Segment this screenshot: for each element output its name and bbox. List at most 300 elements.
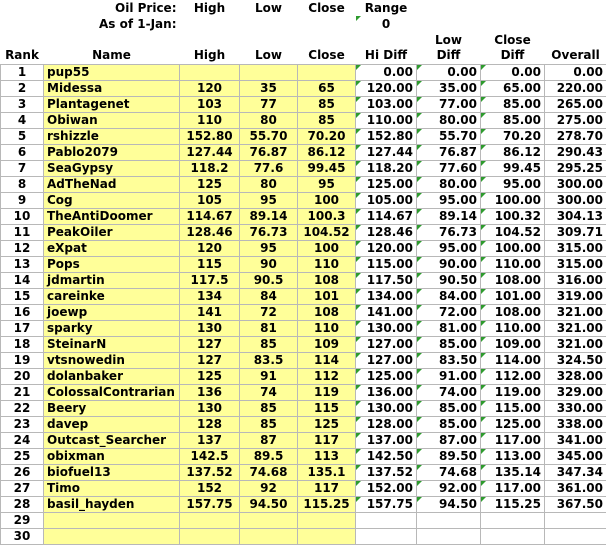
high-cell[interactable]: 125 [180,176,240,192]
overall-cell[interactable]: 347.34 [545,464,606,480]
close-diff-cell[interactable]: 95.00 [481,176,545,192]
low-diff-cell[interactable]: 89.14 [417,208,481,224]
overall-cell[interactable]: 345.00 [545,448,606,464]
close-diff-cell[interactable]: 85.00 [481,112,545,128]
low-cell[interactable]: 84 [240,288,298,304]
table-row [1,384,606,400]
hi-diff-cell[interactable]: 114.67 [356,208,417,224]
as-of-label: As of 1-Jan: [44,16,180,32]
low-cell[interactable]: 74 [240,384,298,400]
overall-cell[interactable]: 0.00 [545,64,606,80]
hi-diff-cell[interactable]: 137.52 [356,464,417,480]
close-diff-cell[interactable]: 119.00 [481,384,545,400]
close-cell[interactable]: 99.45 [298,160,356,176]
name-cell[interactable]: AdTheNad [44,176,180,192]
overall-cell[interactable]: 300.00 [545,176,606,192]
overall-cell[interactable]: 290.43 [545,144,606,160]
name-cell[interactable]: careinke [44,288,180,304]
rank-cell[interactable]: 25 [1,448,44,464]
close-cell[interactable]: 117 [298,432,356,448]
low-diff-cell[interactable]: 35.00 [417,80,481,96]
name-cell[interactable] [44,512,180,528]
close-cell[interactable]: 117 [298,480,356,496]
low-cell[interactable]: 89.14 [240,208,298,224]
range-value[interactable]: 0 [356,16,417,32]
close-diff-cell[interactable]: 125.00 [481,416,545,432]
hi-diff-cell[interactable]: 152.00 [356,480,417,496]
close-diff-cell[interactable]: 100.00 [481,192,545,208]
low-cell[interactable]: 76.87 [240,144,298,160]
hi-diff-cell[interactable]: 117.50 [356,272,417,288]
close-diff-cell[interactable]: 100.00 [481,240,545,256]
high-cell[interactable]: 103 [180,96,240,112]
rank-cell[interactable]: 24 [1,432,44,448]
table-row [1,336,606,352]
rank-cell[interactable]: 26 [1,464,44,480]
low-cell[interactable]: 91 [240,368,298,384]
name-cell[interactable]: SeaGypsy [44,160,180,176]
close-cell[interactable]: 109 [298,336,356,352]
close-cell[interactable]: 100 [298,192,356,208]
overall-cell[interactable]: 316.00 [545,272,606,288]
low-diff-cell[interactable]: 74.68 [417,464,481,480]
close-diff-cell[interactable]: 109.00 [481,336,545,352]
high-cell[interactable]: 115 [180,256,240,272]
low-diff-cell[interactable]: 85.00 [417,416,481,432]
close-diff-cell[interactable]: 117.00 [481,480,545,496]
low-cell[interactable]: 55.70 [240,128,298,144]
close-header: Close [298,48,356,64]
name-cell[interactable]: eXpat [44,240,180,256]
rank-cell[interactable]: 10 [1,208,44,224]
table-row [1,368,606,384]
name-cell[interactable] [44,528,180,544]
low-diff-cell[interactable]: 94.50 [417,496,481,512]
oil-price-label: Oil Price: [44,0,180,16]
table-row [1,224,606,240]
low-diff-cell[interactable]: 92.00 [417,480,481,496]
close-diff-cell[interactable]: 99.45 [481,160,545,176]
high-cell[interactable]: 127.44 [180,144,240,160]
high-cell[interactable]: 157.75 [180,496,240,512]
name-cell[interactable]: Plantagenet [44,96,180,112]
low-cell[interactable]: 72 [240,304,298,320]
low-diff-cell[interactable]: 74.00 [417,384,481,400]
high-cell[interactable]: 136 [180,384,240,400]
rank-cell[interactable]: 13 [1,256,44,272]
rank-cell[interactable]: 16 [1,304,44,320]
close-cell[interactable]: 112 [298,368,356,384]
high-cell[interactable]: 152 [180,480,240,496]
high-cell[interactable]: 105 [180,192,240,208]
low-cell[interactable]: 94.50 [240,496,298,512]
close-cell[interactable]: 100 [298,240,356,256]
high-cell[interactable]: 128.46 [180,224,240,240]
low-diff-cell[interactable]: 95.00 [417,240,481,256]
close-cell[interactable]: 115 [298,400,356,416]
name-cell[interactable]: Beery [44,400,180,416]
name-cell[interactable]: Outcast_Searcher [44,432,180,448]
table-row [1,64,606,80]
overall-header: Overall [545,48,606,64]
close-cell[interactable]: 101 [298,288,356,304]
overall-cell[interactable]: 220.00 [545,80,606,96]
low-cell[interactable]: 90 [240,256,298,272]
rank-cell[interactable]: 11 [1,224,44,240]
low-diff-cell[interactable]: 84.00 [417,288,481,304]
rank-cell[interactable]: 4 [1,112,44,128]
low-cell[interactable]: 87 [240,432,298,448]
table-row [1,256,606,272]
hi-diff-cell[interactable]: 142.50 [356,448,417,464]
rank-cell[interactable]: 12 [1,240,44,256]
name-cell[interactable]: Midessa [44,80,180,96]
rank-cell[interactable]: 20 [1,368,44,384]
close-cell[interactable]: 110 [298,256,356,272]
column-header-row-2 [1,48,606,64]
close-cell[interactable]: 95 [298,176,356,192]
low-diff-cell[interactable]: 95.00 [417,192,481,208]
low-diff-cell[interactable] [417,512,481,528]
overall-cell[interactable]: 367.50 [545,496,606,512]
column-header-row-1 [1,32,606,48]
overall-cell[interactable]: 315.00 [545,240,606,256]
overall-cell[interactable] [545,512,606,528]
overall-cell[interactable]: 341.00 [545,432,606,448]
low-diff-cell[interactable]: 76.73 [417,224,481,240]
low-cell[interactable]: 90.5 [240,272,298,288]
table-row [1,352,606,368]
low-diff-cell[interactable]: 83.50 [417,352,481,368]
rank-cell[interactable]: 17 [1,320,44,336]
hi-diff-cell[interactable]: 103.00 [356,96,417,112]
hi-diff-cell[interactable] [356,512,417,528]
low-diff-cell[interactable]: 89.50 [417,448,481,464]
low-diff-cell[interactable]: 80.00 [417,176,481,192]
close-cell[interactable]: 114 [298,352,356,368]
low-diff-cell[interactable]: 85.00 [417,400,481,416]
high-cell[interactable]: 137 [180,432,240,448]
hi-diff-cell[interactable]: 0.00 [356,64,417,80]
high-cell[interactable]: 152.80 [180,128,240,144]
close-diff-cell[interactable]: 104.52 [481,224,545,240]
high-cell[interactable]: 125 [180,368,240,384]
hi-diff-cell[interactable]: 127.44 [356,144,417,160]
high-cell[interactable]: 120 [180,240,240,256]
hi-diff-cell[interactable]: 120.00 [356,240,417,256]
high-cell[interactable]: 127 [180,352,240,368]
low-cell[interactable]: 81 [240,320,298,336]
low-cell[interactable]: 77.6 [240,160,298,176]
hi-diff-cell[interactable]: 125.00 [356,368,417,384]
close-diff-cell[interactable]: 65.00 [481,80,545,96]
low-diff-cell[interactable]: 91.00 [417,368,481,384]
close-diff-cell[interactable]: 108.00 [481,272,545,288]
close-cell[interactable] [298,64,356,80]
high-cell[interactable]: 114.67 [180,208,240,224]
hi-diff-cell[interactable]: 127.00 [356,336,417,352]
high-cell[interactable]: 120 [180,80,240,96]
low-diff-cell[interactable]: 87.00 [417,432,481,448]
name-cell[interactable]: biofuel13 [44,464,180,480]
low-cell[interactable] [240,528,298,544]
hi-diff-cell[interactable]: 141.00 [356,304,417,320]
hi-diff-cell[interactable]: 134.00 [356,288,417,304]
table-row [1,288,606,304]
overall-cell[interactable]: 321.00 [545,320,606,336]
close-diff-cell[interactable]: 100.32 [481,208,545,224]
close-diff-cell[interactable]: 0.00 [481,64,545,80]
close-cell[interactable] [298,528,356,544]
low-diff-cell[interactable]: 90.50 [417,272,481,288]
rank-cell[interactable]: 1 [1,64,44,80]
close-cell[interactable]: 108 [298,304,356,320]
close-cell[interactable]: 108 [298,272,356,288]
name-cell[interactable]: Obiwan [44,112,180,128]
low-diff-cell[interactable]: 55.70 [417,128,481,144]
close-diff-cell[interactable]: 108.00 [481,304,545,320]
overall-cell[interactable]: 300.00 [545,192,606,208]
close-diff-cell[interactable]: 110.00 [481,320,545,336]
name-cell[interactable]: dolanbaker [44,368,180,384]
hi-diff-cell[interactable]: 130.00 [356,320,417,336]
overall-cell[interactable]: 278.70 [545,128,606,144]
low-cell[interactable]: 95 [240,192,298,208]
overall-cell[interactable]: 338.00 [545,416,606,432]
name-cell[interactable]: PeakOiler [44,224,180,240]
rank-cell[interactable]: 9 [1,192,44,208]
rank-cell[interactable]: 14 [1,272,44,288]
low-diff-cell[interactable]: 76.87 [417,144,481,160]
low-cell[interactable]: 83.5 [240,352,298,368]
low-cell[interactable]: 76.73 [240,224,298,240]
low-diff-cell[interactable]: 77.60 [417,160,481,176]
name-cell[interactable]: Pops [44,256,180,272]
close-diff-cell[interactable]: 115.00 [481,400,545,416]
high-cell[interactable]: 137.52 [180,464,240,480]
rank-cell[interactable]: 21 [1,384,44,400]
rank-cell[interactable]: 7 [1,160,44,176]
name-cell[interactable]: Pablo2079 [44,144,180,160]
overall-cell[interactable]: 329.00 [545,384,606,400]
low-cell[interactable] [240,64,298,80]
overall-cell[interactable]: 309.71 [545,224,606,240]
low-cell[interactable]: 35 [240,80,298,96]
low-cell[interactable]: 85 [240,336,298,352]
rank-cell[interactable]: 23 [1,416,44,432]
rank-cell[interactable]: 2 [1,80,44,96]
close-cell[interactable]: 85 [298,96,356,112]
high-cell[interactable]: 130 [180,320,240,336]
close-diff-cell[interactable]: 86.12 [481,144,545,160]
low-diff-cell[interactable]: 80.00 [417,112,481,128]
high-cell[interactable] [180,512,240,528]
close-cell[interactable]: 85 [298,112,356,128]
range-label: Range [356,0,417,16]
hi-diff-cell[interactable]: 120.00 [356,80,417,96]
name-cell[interactable]: Cog [44,192,180,208]
close-diff-cell[interactable]: 110.00 [481,256,545,272]
table-row [1,432,606,448]
hi-diff-cell[interactable]: 127.00 [356,352,417,368]
close-cell[interactable]: 65 [298,80,356,96]
high-cell[interactable]: 127 [180,336,240,352]
overall-cell[interactable]: 319.00 [545,288,606,304]
close-diff-cell[interactable]: 135.14 [481,464,545,480]
hi-diff-cell[interactable]: 115.00 [356,256,417,272]
hi-diff-cell[interactable]: 128.00 [356,416,417,432]
low-diff-cell[interactable]: 72.00 [417,304,481,320]
close-diff-cell[interactable]: 113.00 [481,448,545,464]
oil-price-header-row [1,0,606,16]
name-cell[interactable]: basil_hayden [44,496,180,512]
close-cell[interactable]: 135.1 [298,464,356,480]
rank-cell[interactable]: 29 [1,512,44,528]
overall-cell[interactable]: 321.00 [545,336,606,352]
close-cell[interactable]: 110 [298,320,356,336]
hi-diff-cell[interactable]: 137.00 [356,432,417,448]
close-cell[interactable]: 115.25 [298,496,356,512]
name-cell[interactable]: Timo [44,480,180,496]
name-cell[interactable]: vtsnowedin [44,352,180,368]
overall-cell[interactable]: 330.00 [545,400,606,416]
rank-cell[interactable]: 27 [1,480,44,496]
oil-close-input[interactable] [298,16,356,32]
name-cell[interactable]: rshizzle [44,128,180,144]
name-cell[interactable]: obixman [44,448,180,464]
table-row [1,208,606,224]
hi-diff-cell[interactable]: 105.00 [356,192,417,208]
overall-cell[interactable]: 315.00 [545,256,606,272]
close-diff-cell[interactable]: 101.00 [481,288,545,304]
rank-cell[interactable]: 18 [1,336,44,352]
low-cell[interactable]: 74.68 [240,464,298,480]
name-cell[interactable]: pup55 [44,64,180,80]
high-cell[interactable]: 128 [180,416,240,432]
hi-diff-cell[interactable] [356,528,417,544]
name-cell[interactable]: jdmartin [44,272,180,288]
high-cell[interactable] [180,528,240,544]
close-diff-header-line2: Diff [481,48,545,64]
hi-diff-cell[interactable]: 157.75 [356,496,417,512]
close-cell[interactable] [298,512,356,528]
name-header: Name [44,48,180,64]
low-diff-cell[interactable]: 0.00 [417,64,481,80]
overall-cell[interactable]: 321.00 [545,304,606,320]
low-cell[interactable]: 89.5 [240,448,298,464]
close-diff-cell[interactable]: 85.00 [481,96,545,112]
low-diff-cell[interactable]: 85.00 [417,336,481,352]
close-cell[interactable]: 119 [298,384,356,400]
close-cell[interactable]: 86.12 [298,144,356,160]
hi-diff-cell[interactable]: 125.00 [356,176,417,192]
high-cell[interactable]: 118.2 [180,160,240,176]
hi-diff-cell[interactable]: 110.00 [356,112,417,128]
hi-diff-cell[interactable]: 152.80 [356,128,417,144]
as-of-row [1,16,606,32]
name-cell[interactable]: sparky [44,320,180,336]
close-diff-cell[interactable]: 117.00 [481,432,545,448]
close-diff-cell[interactable] [481,512,545,528]
overall-cell[interactable] [545,528,606,544]
high-cell[interactable]: 141 [180,304,240,320]
close-cell[interactable]: 125 [298,416,356,432]
hi-diff-cell[interactable]: 118.20 [356,160,417,176]
name-cell[interactable]: ColossalContrarian [44,384,180,400]
overall-cell[interactable]: 328.00 [545,368,606,384]
name-cell[interactable]: davep [44,416,180,432]
close-cell[interactable]: 100.3 [298,208,356,224]
close-cell[interactable]: 70.20 [298,128,356,144]
oil-high-input[interactable] [180,16,240,32]
oil-low-input[interactable] [240,16,298,32]
close-cell[interactable]: 104.52 [298,224,356,240]
rank-cell[interactable]: 5 [1,128,44,144]
close-diff-cell[interactable]: 112.00 [481,368,545,384]
high-cell[interactable]: 142.5 [180,448,240,464]
low-cell[interactable]: 80 [240,176,298,192]
rank-cell[interactable]: 8 [1,176,44,192]
table-row [1,192,606,208]
name-cell[interactable]: TheAntiDoomer [44,208,180,224]
high-cell[interactable]: 130 [180,400,240,416]
high-cell[interactable]: 110 [180,112,240,128]
table-row [1,464,606,480]
top-low-label: Low [240,0,298,16]
overall-cell[interactable]: 324.50 [545,352,606,368]
low-cell[interactable]: 85 [240,416,298,432]
hi-diff-cell[interactable]: 128.46 [356,224,417,240]
overall-cell[interactable]: 361.00 [545,480,606,496]
rank-cell[interactable]: 28 [1,496,44,512]
low-diff-cell[interactable]: 90.00 [417,256,481,272]
low-diff-cell[interactable]: 77.00 [417,96,481,112]
low-cell[interactable]: 80 [240,112,298,128]
overall-cell[interactable]: 304.13 [545,208,606,224]
low-cell[interactable]: 95 [240,240,298,256]
high-cell[interactable]: 134 [180,288,240,304]
low-cell[interactable]: 85 [240,400,298,416]
low-cell[interactable]: 92 [240,480,298,496]
high-cell[interactable]: 117.5 [180,272,240,288]
name-cell[interactable]: joewp [44,304,180,320]
rank-cell[interactable]: 22 [1,400,44,416]
overall-cell[interactable]: 275.00 [545,112,606,128]
hi-diff-cell[interactable]: 130.00 [356,400,417,416]
rank-cell[interactable]: 3 [1,96,44,112]
low-diff-cell[interactable] [417,528,481,544]
low-cell[interactable] [240,512,298,528]
table-row [1,96,606,112]
close-diff-cell[interactable] [481,528,545,544]
low-cell[interactable]: 77 [240,96,298,112]
rank-cell[interactable]: 30 [1,528,44,544]
low-diff-cell[interactable]: 81.00 [417,320,481,336]
rank-cell[interactable]: 6 [1,144,44,160]
name-cell[interactable]: SteinarN [44,336,180,352]
rank-cell[interactable]: 15 [1,288,44,304]
table-row [1,416,606,432]
hi-diff-cell[interactable]: 136.00 [356,384,417,400]
close-diff-cell[interactable]: 115.25 [481,496,545,512]
overall-cell[interactable]: 295.25 [545,160,606,176]
rank-cell[interactable]: 19 [1,352,44,368]
close-diff-cell[interactable]: 70.20 [481,128,545,144]
close-cell[interactable]: 113 [298,448,356,464]
high-cell[interactable] [180,64,240,80]
close-diff-cell[interactable]: 114.00 [481,352,545,368]
overall-cell[interactable]: 265.00 [545,96,606,112]
